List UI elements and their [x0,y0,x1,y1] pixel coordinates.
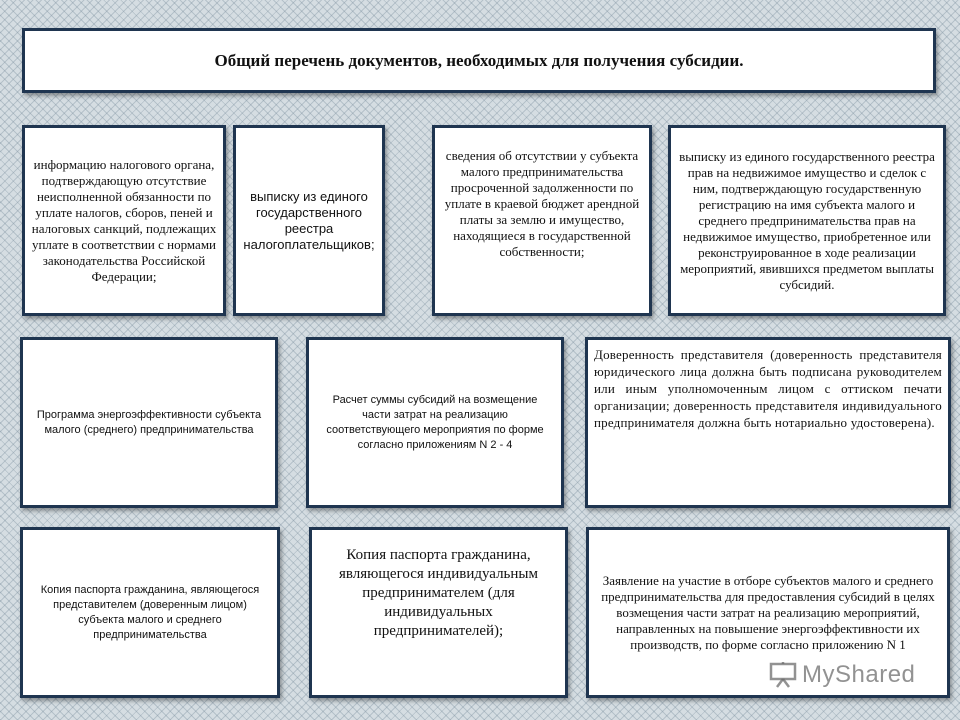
doc-text: Заявление на участие в отборе субъектов малого и среднего предпринимательства для предоставления субсидий в целях возмещения части затрат на реализацию мероприятий, направленных на повышение энергоэффективности их производств, по форме согласно приложению N 1 [601,572,935,652]
doc-text: сведения об отсутствии у субъекта малого предпринимательства просроченной задолженности по уплате в краевой бюджет арендной платы за землю и имущество, находящиеся в государственной собственности; [444,148,640,259]
doc-text: выписку из единого государственного реестра налогоплательщиков; [243,188,375,252]
doc-text: Копия паспорта гражданина, являющегося представителем (доверенным лицом) субъекта малого и среднего предпринимательства [40,583,260,641]
doc-box-energy-program [20,337,278,508]
doc-box-entrepreneur-passport [309,527,568,698]
doc-text: Расчет суммы субсидий на возмещение части затрат на реализацию соответствующего мероприятия по форме согласно приложениям N 2 - 4 [326,393,544,451]
doc-text: Доверенность представителя (доверенность представителя юридического лица должна быть подписана руководителем или иным уполномоченным лицом с оттиском печати организации; доверенность представителя индивидуального предпринимателя должна быть нотариально удостоверена). [594,347,942,430]
doc-box-taxpayer-registry-extract [233,125,385,316]
doc-text: Копия паспорта гражданина, являющегося индивидуальным предпринимателем (для индивидуальных предпринимателей); [338,547,538,639]
title-box [22,28,936,93]
watermark [768,658,915,692]
doc-box-power-of-attorney [585,337,951,508]
doc-box-representative-passport [20,527,280,698]
doc-box-property-registry-extract [668,125,946,316]
doc-text: Программа энергоэффективности субъекта малого (среднего) предпринимательства [36,408,262,436]
doc-box-subsidy-calculation [306,337,564,508]
presentation-board-icon [768,662,798,688]
doc-text: выписку из единого государственного реестра прав на недвижимое имущество и сделок с ним, подтверждающую государственную регистрацию на имя субъекта малого и среднего предпринимательства прав на недвижимое имущество, приобретенное или реконструированное в ходе реализации мероприятий, явившихся предметом выплаты субсидий. [679,148,935,292]
doc-box-tax-authority-info [22,125,226,316]
page-title: Общий перечень документов, необходимых для получения субсидии. [214,50,744,70]
doc-box-no-debt-info [432,125,652,316]
watermark-text: MyShared [802,661,916,688]
doc-text: информацию налогового органа, подтверждающую отсутствие неисполненной обязанности по уплате налогов, сборов, пеней и налоговых санкций, подлежащих уплате в соответствии с нормами законодательства Российской Федерации; [31,156,217,284]
